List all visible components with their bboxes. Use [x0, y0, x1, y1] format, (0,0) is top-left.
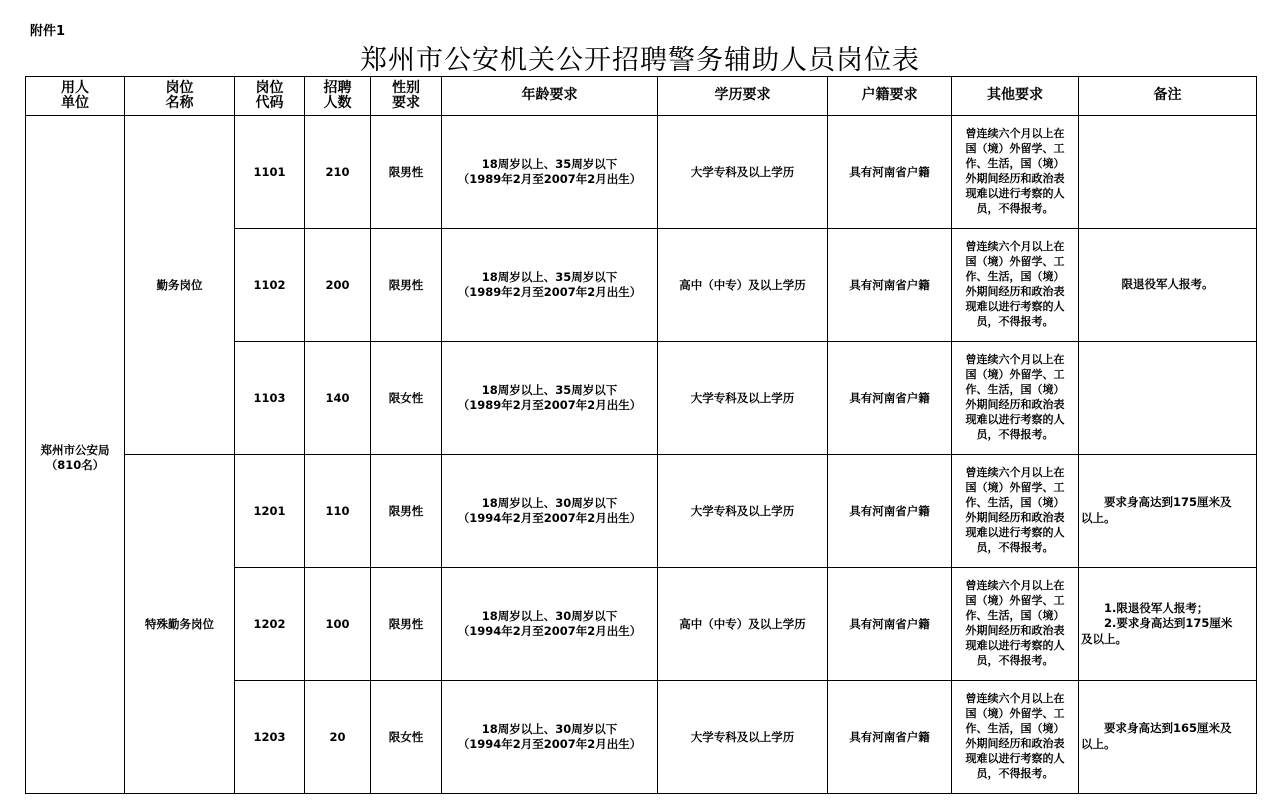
- hukou-req: 具有河南省户籍: [828, 681, 952, 794]
- education-req: 大学专科及以上学历: [658, 116, 828, 229]
- hukou-req: 具有河南省户籍: [828, 568, 952, 681]
- hukou-req: 具有河南省户籍: [828, 455, 952, 568]
- notes-cell: [1079, 342, 1257, 455]
- age-req: 18周岁以上、30周岁以下 （1994年2月至2007年2月出生）: [442, 455, 658, 568]
- other-req: 曾连续六个月以上在 国（境）外留学、工 作、生活，国（境） 外期间经历和政治表 现难以进行考察的人 员，不得报考。: [952, 568, 1079, 681]
- header-post-code: 岗位 代码: [235, 77, 305, 116]
- unit-cell: [26, 116, 125, 794]
- notes-cell: [1079, 116, 1257, 229]
- gender-req: 限男性: [371, 455, 442, 568]
- header-gender: 性别 要求: [371, 77, 442, 116]
- education-req: 高中（中专）及以上学历: [658, 568, 828, 681]
- page-title: 郑州市公安机关公开招聘警务辅助人员岗位表: [360, 45, 920, 76]
- gender-req: 限女性: [371, 681, 442, 794]
- group-name: 勤务岗位: [125, 116, 235, 455]
- notes-cell: 1.限退役军人报考； 2.要求身高达到175厘米 及以上。: [1079, 568, 1257, 681]
- gender-req: 限男性: [371, 568, 442, 681]
- hukou-req: 具有河南省户籍: [828, 229, 952, 342]
- other-req: 曾连续六个月以上在 国（境）外留学、工 作、生活，国（境） 外期间经历和政治表 现难以进行考察的人 员，不得报考。: [952, 455, 1079, 568]
- age-req: 18周岁以上、30周岁以下 （1994年2月至2007年2月出生）: [442, 681, 658, 794]
- education-req: 大学专科及以上学历: [658, 455, 828, 568]
- gender-req: 限男性: [371, 116, 442, 229]
- group-name: 特殊勤务岗位: [125, 455, 235, 794]
- other-req: 曾连续六个月以上在 国（境）外留学、工 作、生活，国（境） 外期间经历和政治表 现难以进行考察的人 员，不得报考。: [952, 116, 1079, 229]
- gender-req: 限男性: [371, 229, 442, 342]
- other-req: 曾连续六个月以上在 国（境）外留学、工 作、生活，国（境） 外期间经历和政治表 现难以进行考察的人 员，不得报考。: [952, 681, 1079, 794]
- notes-cell: 要求身高达到175厘米及 以上。: [1079, 455, 1257, 568]
- post-count: 20: [305, 681, 371, 794]
- post-code: 1203: [235, 681, 305, 794]
- header-count: 招聘 人数: [305, 77, 371, 116]
- notes-cell: 限退役军人报考。: [1079, 229, 1257, 342]
- positions-table: [25, 76, 1257, 794]
- header-notes: 备注: [1079, 77, 1257, 116]
- header-post-name: 岗位 名称: [125, 77, 235, 116]
- post-count: 200: [305, 229, 371, 342]
- gender-req: 限女性: [371, 342, 442, 455]
- hukou-req: 具有河南省户籍: [828, 342, 952, 455]
- education-req: 高中（中专）及以上学历: [658, 229, 828, 342]
- attachment-label: 附件1: [30, 24, 66, 39]
- age-req: 18周岁以上、30周岁以下 （1994年2月至2007年2月出生）: [442, 568, 658, 681]
- post-count: 100: [305, 568, 371, 681]
- post-count: 210: [305, 116, 371, 229]
- age-req: 18周岁以上、35周岁以下 （1989年2月至2007年2月出生）: [442, 342, 658, 455]
- header-education: 学历要求: [658, 77, 828, 116]
- post-code: 1201: [235, 455, 305, 568]
- post-code: 1101: [235, 116, 305, 229]
- age-req: 18周岁以上、35周岁以下 （1989年2月至2007年2月出生）: [442, 229, 658, 342]
- notes-cell: 要求身高达到165厘米及 以上。: [1079, 681, 1257, 794]
- header-age: 年龄要求: [442, 77, 658, 116]
- header-other: 其他要求: [952, 77, 1079, 116]
- header-row: [26, 77, 1257, 116]
- table-row: [26, 455, 1257, 568]
- unit-total: （810名）: [45, 457, 105, 472]
- table-row: [26, 116, 1257, 229]
- post-code: 1202: [235, 568, 305, 681]
- unit-name: 郑州市公安局: [40, 442, 110, 457]
- header-unit: 用人 单位: [26, 77, 125, 116]
- post-code: 1102: [235, 229, 305, 342]
- hukou-req: 具有河南省户籍: [828, 116, 952, 229]
- header-hukou: 户籍要求: [828, 77, 952, 116]
- post-code: 1103: [235, 342, 305, 455]
- other-req: 曾连续六个月以上在 国（境）外留学、工 作、生活，国（境） 外期间经历和政治表 现难以进行考察的人 员，不得报考。: [952, 229, 1079, 342]
- age-req: 18周岁以上、35周岁以下 （1989年2月至2007年2月出生）: [442, 116, 658, 229]
- post-count: 140: [305, 342, 371, 455]
- education-req: 大学专科及以上学历: [658, 681, 828, 794]
- education-req: 大学专科及以上学历: [658, 342, 828, 455]
- post-count: 110: [305, 455, 371, 568]
- other-req: 曾连续六个月以上在 国（境）外留学、工 作、生活，国（境） 外期间经历和政治表 现难以进行考察的人 员，不得报考。: [952, 342, 1079, 455]
